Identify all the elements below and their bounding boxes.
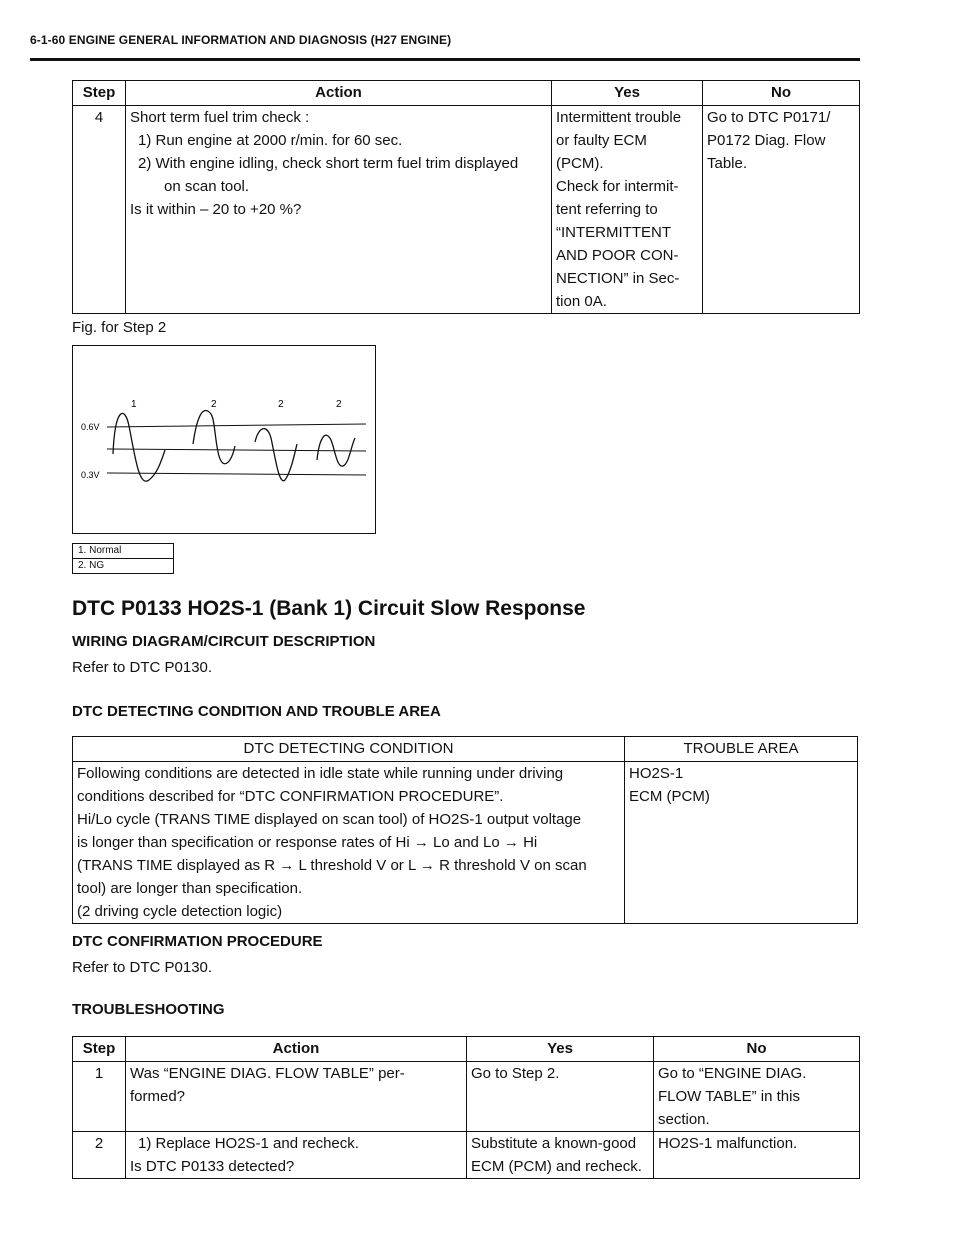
confirmation-text: Refer to DTC P0130. <box>72 959 213 976</box>
action-line: 2) With engine idling, check short term fuel trim displayed <box>138 155 519 172</box>
table-row <box>73 762 858 924</box>
troubleshooting-heading: TROUBLESHOOTING <box>72 1001 225 1018</box>
no-line: Go to “ENGINE DIAG. <box>658 1065 807 1082</box>
yes-line: Intermittent trouble <box>556 109 682 126</box>
action-cell <box>126 1132 467 1179</box>
action-line: 1) Run engine at 2000 r/min. for 60 sec. <box>138 132 403 149</box>
label-ng: 2 <box>211 399 217 410</box>
normal-wave <box>113 413 165 481</box>
step-number: 1 <box>73 1062 126 1132</box>
no-cell <box>703 106 860 314</box>
yes-line: ECM (PCM) and recheck. <box>471 1158 642 1175</box>
confirmation-heading: DTC CONFIRMATION PROCEDURE <box>72 933 323 950</box>
no-line: Go to DTC P0171/ <box>707 109 831 126</box>
action-cell <box>126 1062 467 1132</box>
step-number: 4 <box>73 106 126 314</box>
table-row <box>73 1062 860 1132</box>
no-line: section. <box>658 1111 710 1128</box>
col-no: No <box>703 81 860 106</box>
action-line: Is it within – 20 to +20 %? <box>130 201 302 218</box>
yes-cell <box>467 1132 654 1179</box>
dtc-title: DTC P0133 HO2S-1 (Bank 1) Circuit Slow Response <box>72 597 586 620</box>
waveform-diagram <box>73 346 375 533</box>
table-header-row <box>73 1037 860 1062</box>
action-line: Was “ENGINE DIAG. FLOW TABLE” per- <box>130 1065 405 1082</box>
col-step: Step <box>73 81 126 106</box>
col-yes: Yes <box>552 81 703 106</box>
col-trouble-area: TROUBLE AREA <box>625 737 858 762</box>
yes-line: Go to Step 2. <box>471 1065 560 1082</box>
yes-line: NECTION” in Sec- <box>556 270 680 287</box>
yes-line: Check for intermit- <box>556 178 679 195</box>
yes-line: tion 0A. <box>556 293 607 310</box>
threshold-0-6v-line <box>107 424 366 427</box>
action-line: formed? <box>130 1088 186 1105</box>
col-action: Action <box>126 1037 467 1062</box>
col-yes: Yes <box>467 1037 654 1062</box>
no-cell <box>654 1062 860 1132</box>
legend-row <box>73 544 174 559</box>
wiring-text: Refer to DTC P0130. <box>72 659 213 676</box>
condition-line: Hi/Lo cycle (TRANS TIME displayed on scan tool) of HO2S-1 output voltage <box>77 811 582 828</box>
area-line: ECM (PCM) <box>629 788 710 805</box>
area-line: HO2S-1 <box>629 765 684 782</box>
legend-item: 2. NG <box>73 559 174 574</box>
table-row <box>73 1132 860 1179</box>
center-line <box>107 449 366 451</box>
page-header-title: 6-1-60 ENGINE GENERAL INFORMATION AND DIAGNOSIS (H27 ENGINE) <box>30 33 452 47</box>
yes-cell <box>552 106 703 314</box>
yes-line: “INTERMITTENT <box>556 224 671 241</box>
label-ng: 2 <box>278 399 284 410</box>
no-line: Table. <box>707 155 748 172</box>
no-line: FLOW TABLE” in this <box>658 1088 800 1105</box>
condition-line: tool) are longer than specification. <box>77 880 303 897</box>
legend-item: 1. Normal <box>73 544 174 559</box>
table-header-row <box>73 81 860 106</box>
table-header-row <box>73 737 858 762</box>
ho2s-waveform-figure <box>72 345 376 534</box>
col-condition: DTC DETECTING CONDITION <box>73 737 625 762</box>
condition-line: is longer than specification or response rates of Hi → Lo and Lo → Hi <box>77 834 538 851</box>
label-0-6v: 0.6V <box>81 422 100 432</box>
step4-table <box>72 80 860 314</box>
label-ng: 2 <box>336 399 342 410</box>
ng-wave-1 <box>193 411 235 464</box>
label-normal: 1 <box>131 399 137 410</box>
figure-caption: Fig. for Step 2 <box>72 319 167 336</box>
threshold-0-3v-line <box>107 473 366 475</box>
yes-line: Substitute a known-good <box>471 1135 637 1152</box>
wiring-heading: WIRING DIAGRAM/CIRCUIT DESCRIPTION <box>72 633 376 650</box>
label-0-3v: 0.3V <box>81 470 100 480</box>
table-row <box>73 106 860 314</box>
troubleshooting-table <box>72 1036 860 1179</box>
condition-line: (2 driving cycle detection logic) <box>77 903 283 920</box>
action-line: on scan tool. <box>164 178 250 195</box>
ng-wave-2 <box>255 429 297 481</box>
yes-line: (PCM). <box>556 155 604 172</box>
yes-line: AND POOR CON- <box>556 247 679 264</box>
condition-line: Following conditions are detected in idle state while running under driving <box>77 765 564 782</box>
detecting-heading: DTC DETECTING CONDITION AND TROUBLE AREA <box>72 703 441 720</box>
step-number: 2 <box>73 1132 126 1179</box>
trouble-area-cell <box>625 762 858 924</box>
yes-line: or faulty ECM <box>556 132 647 149</box>
col-action: Action <box>126 81 552 106</box>
action-line: 1) Replace HO2S-1 and recheck. <box>138 1135 359 1152</box>
action-line: Short term fuel trim check : <box>130 109 310 126</box>
yes-cell <box>467 1062 654 1132</box>
action-cell <box>126 106 552 314</box>
no-line: HO2S-1 malfunction. <box>658 1135 798 1152</box>
col-no: No <box>654 1037 860 1062</box>
legend-row <box>73 559 174 574</box>
condition-line: (TRANS TIME displayed as R → L threshold V or L → R threshold V on scan <box>77 857 587 874</box>
header-divider <box>30 58 860 61</box>
condition-line: conditions described for “DTC CONFIRMATION PROCEDURE”. <box>77 788 504 805</box>
col-step: Step <box>73 1037 126 1062</box>
no-line: P0172 Diag. Flow <box>707 132 826 149</box>
detecting-condition-table <box>72 736 858 924</box>
figure-legend <box>72 543 174 574</box>
yes-line: tent referring to <box>556 201 658 218</box>
no-cell <box>654 1132 860 1179</box>
condition-cell <box>73 762 625 924</box>
action-line: Is DTC P0133 detected? <box>130 1158 295 1175</box>
